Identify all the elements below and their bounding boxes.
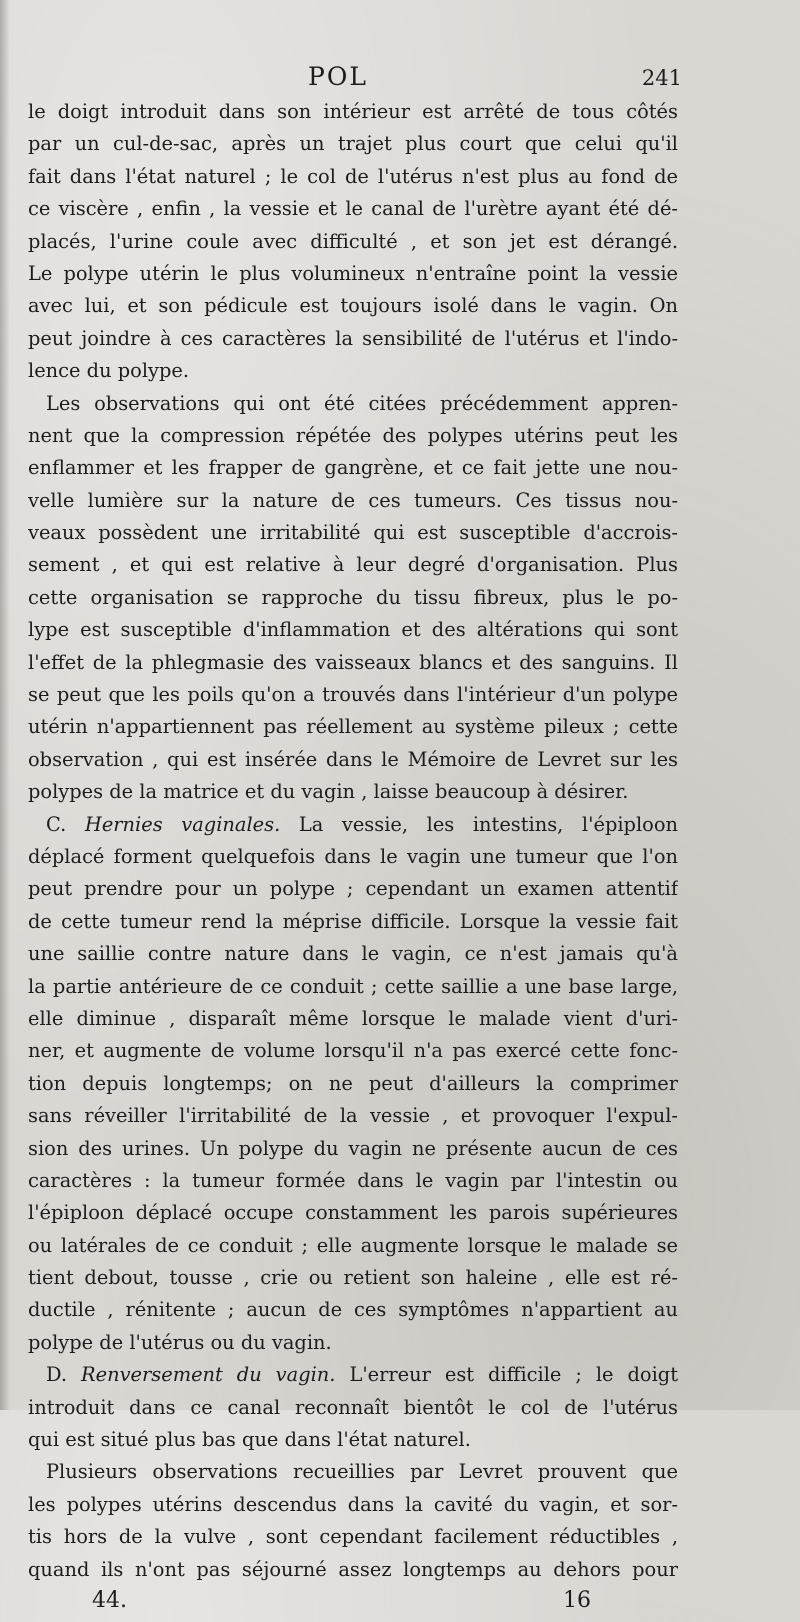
line-text: La vessie, les intestins, l'épiploon [280, 812, 678, 836]
text-line: veaux possèdent une irritabilité qui est susceptible d'accrois- [28, 521, 678, 545]
text-line: se peut que les poils qu'on a trouvés dans l'intérieur d'un polype [28, 683, 678, 707]
text-line: velle lumière sur la nature de ces tumeurs. Ces tissus nou- [28, 488, 678, 512]
text-line: qui est situé plus bas que dans l'état naturel. [28, 1428, 471, 1452]
text-line: Plusieurs observations recueillies par Levret prouvent que [46, 1460, 678, 1484]
text-line: avec lui, et son pédicule est toujours isolé dans le vagin. On [28, 294, 678, 318]
text-line: de cette tumeur rend la méprise difficile. Lorsque la vessie fait [28, 909, 678, 933]
text-line: sion des urines. Un polype du vagin ne présente aucun de ces [28, 1136, 678, 1160]
body-text [28, 96, 678, 1586]
text-line: utérin n'appartiennent pas réellement au système pileux ; cette [28, 715, 678, 739]
text-line [28, 809, 678, 841]
text-line: ductile , rénitente ; aucun de ces symptômes n'appartient au [28, 1298, 678, 1322]
text-line: sement , et qui est relative à leur degré d'organisation. Plus [28, 553, 678, 577]
text-line: ce viscère , enfin , la vessie et le canal de l'urètre ayant été dé- [28, 197, 678, 221]
text-line [28, 1359, 678, 1391]
running-title: POL [308, 62, 368, 91]
text-line: Le polype utérin le plus volumineux n'entraîne point la vessie [28, 261, 678, 285]
text-line: l'effet de la phlegmasie des vaisseaux blancs et des sanguins. Il [28, 650, 678, 674]
text-line: placés, l'urine coule avec difficulté , et son jet est dérangé. [28, 229, 678, 253]
text-line: sans réveiller l'irritabilité de la vessie , et provoquer l'expul- [28, 1104, 678, 1128]
text-line: tient debout, tousse , crie ou retient son haleine , elle est ré- [28, 1266, 678, 1290]
page-edge-shadow [0, 0, 10, 1410]
signature-mark: 44. [92, 1587, 127, 1613]
text-line: polypes de la matrice et du vagin , laisse beaucoup à désirer. [28, 780, 629, 804]
text-line: nent que la compression répétée des polypes utérins peut les [28, 423, 678, 447]
text-line: lype est susceptible d'inflammation et des altérations qui sont [28, 618, 678, 642]
text-line: lence du polype. [28, 359, 190, 383]
gathering-number: 16 [563, 1587, 591, 1613]
text-line: polype de l'utérus ou du vagin. [28, 1330, 332, 1354]
text-line: quand ils n'ont pas séjourné assez longtemps au dehors pour [28, 1557, 678, 1581]
page-header [28, 62, 682, 96]
text-line: ou latérales de ce conduit ; elle augmente lorsque le malade se [28, 1233, 678, 1257]
text-line: tis hors de la vulve , sont cependant facilement réductibles , [28, 1525, 678, 1549]
text-line: ner, et augmente de volume lorsqu'il n'a pas exercé cette fonc- [28, 1039, 678, 1063]
book-page [28, 62, 682, 1622]
section-heading: Renversement du vagin. [81, 1363, 336, 1387]
text-line: la partie antérieure de ce conduit ; cette saillie a une base large, [28, 974, 678, 998]
text-line: une saillie contre nature dans le vagin, ce n'est jamais qu'à [28, 942, 678, 966]
page-number: 241 [641, 66, 682, 90]
section-letter: C. [46, 812, 85, 836]
section-heading: Hernies vaginales. [84, 812, 281, 836]
line-text: L'erreur est difficile ; le doigt [335, 1363, 678, 1387]
text-line: l'épiploon déplacé occupe constamment les parois supérieures [28, 1201, 678, 1225]
text-line: introduit dans ce canal reconnaît bientôt le col de l'utérus [28, 1395, 678, 1419]
text-line: observation , qui est insérée dans le Mémoire de Levret sur les [28, 747, 678, 771]
text-line: tion depuis longtemps; on ne peut d'ailleurs la comprimer [28, 1071, 678, 1095]
text-line: Les observations qui ont été citées précédemment appren- [46, 391, 678, 415]
text-line: caractères : la tumeur formée dans le vagin par l'intestin ou [28, 1168, 678, 1192]
text-line: enflammer et les frapper de gangrène, et ce fait jette une nou- [28, 456, 678, 480]
text-line: fait dans l'état naturel ; le col de l'utérus n'est plus au fond de [28, 164, 678, 188]
text-line: par un cul-de-sac, après un trajet plus court que celui qu'il [28, 132, 678, 156]
text-line: cette organisation se rapproche du tissu fibreux, plus le po- [28, 585, 678, 609]
section-letter: D. [46, 1363, 81, 1387]
text-line: le doigt introduit dans son intérieur est arrêté de tous côtés [28, 100, 678, 123]
text-line: peut prendre pour un polype ; cependant un examen attentif [28, 877, 678, 901]
text-line: les polypes utérins descendus dans la cavité du vagin, et sor- [28, 1492, 678, 1516]
page-footer [28, 1588, 678, 1622]
text-line: elle diminue , disparaît même lorsque le malade vient d'uri- [28, 1006, 678, 1030]
text-line: peut joindre à ces caractères la sensibilité de l'utérus et l'indo- [28, 326, 678, 350]
text-line: déplacé forment quelquefois dans le vagin une tumeur que l'on [28, 844, 678, 868]
